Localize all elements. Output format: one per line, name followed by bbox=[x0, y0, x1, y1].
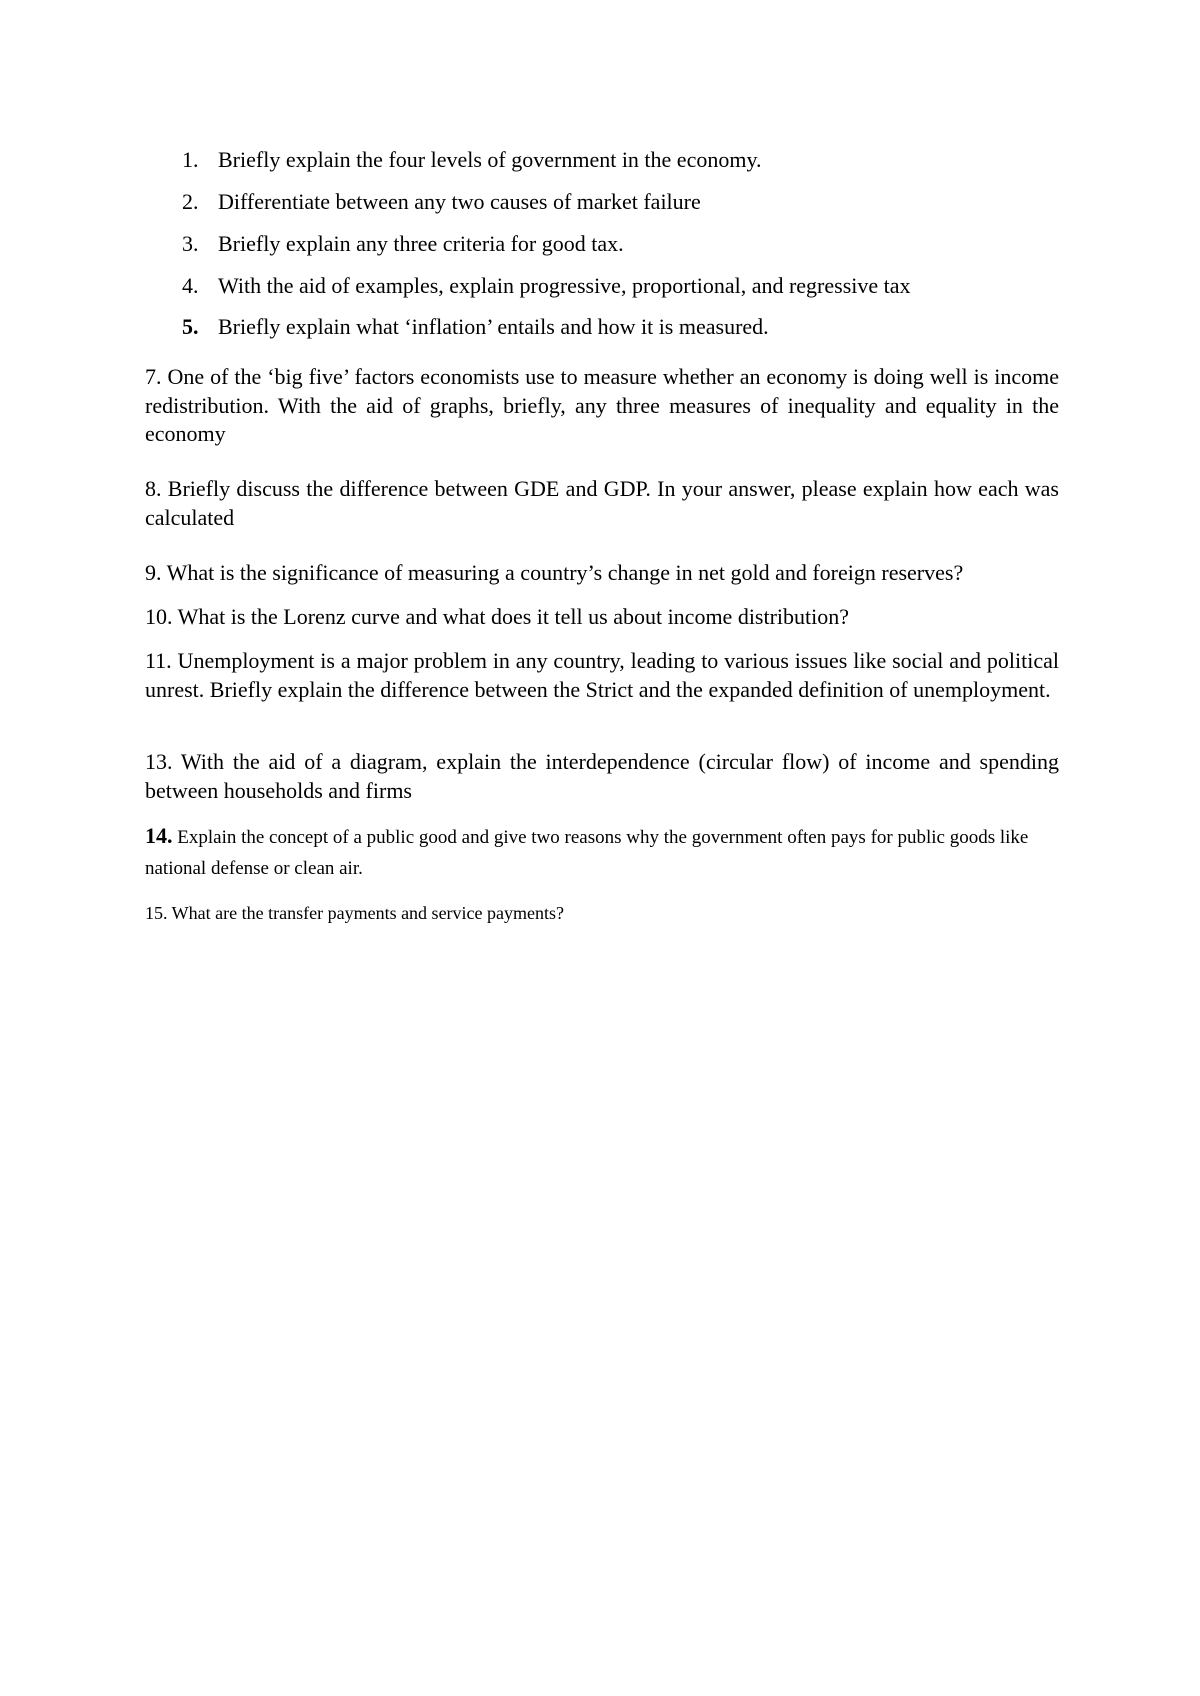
question-9: 9. What is the significance of measuring a country’s change in net gold and foreign reserves? bbox=[145, 560, 964, 585]
list-item-number: 5. bbox=[182, 314, 199, 339]
question-13: 13. With the aid of a diagram, explain the interdependence (circular flow) of income and spending between households and firms bbox=[145, 749, 1059, 803]
list-item-text: Differentiate between any two causes of market failure bbox=[218, 189, 701, 214]
list-item-text: Briefly explain what ‘inflation’ entails and how it is measured. bbox=[218, 314, 769, 339]
question-11: 11. Unemployment is a major problem in any country, leading to various issues like social and political unrest. Briefly explain the difference between the Strict and the expanded definition of unemployment. bbox=[145, 648, 1059, 702]
list-item-number: 3. bbox=[182, 231, 199, 256]
question-15: 15. What are the transfer payments and service payments? bbox=[145, 903, 565, 923]
list-item-text: With the aid of examples, explain progressive, proportional, and regressive tax bbox=[218, 273, 911, 298]
question-14-text: Explain the concept of a public good and give two reasons why the government often pays for public goods like national defense or clean air. bbox=[145, 827, 1029, 879]
question-14-number: 14. bbox=[145, 823, 173, 848]
question-7: 7. One of the ‘big five’ factors economists use to measure whether an economy is doing well is income redistribution. With the aid of graphs, briefly, any three measures of inequality and equality in the economy bbox=[145, 364, 1059, 446]
list-item-text: Briefly explain any three criteria for good tax. bbox=[218, 231, 624, 256]
list-item-number: 4. bbox=[182, 273, 199, 298]
question-8: 8. Briefly discuss the difference between GDE and GDP. In your answer, please explain how each was calculated bbox=[145, 476, 1059, 530]
question-10: 10. What is the Lorenz curve and what does it tell us about income distribution? bbox=[145, 604, 850, 629]
question-14 bbox=[145, 820, 1059, 884]
list-item-number: 2. bbox=[182, 189, 199, 214]
list-item-number: 1. bbox=[182, 147, 199, 172]
list-item-text: Briefly explain the four levels of government in the economy. bbox=[218, 147, 762, 172]
